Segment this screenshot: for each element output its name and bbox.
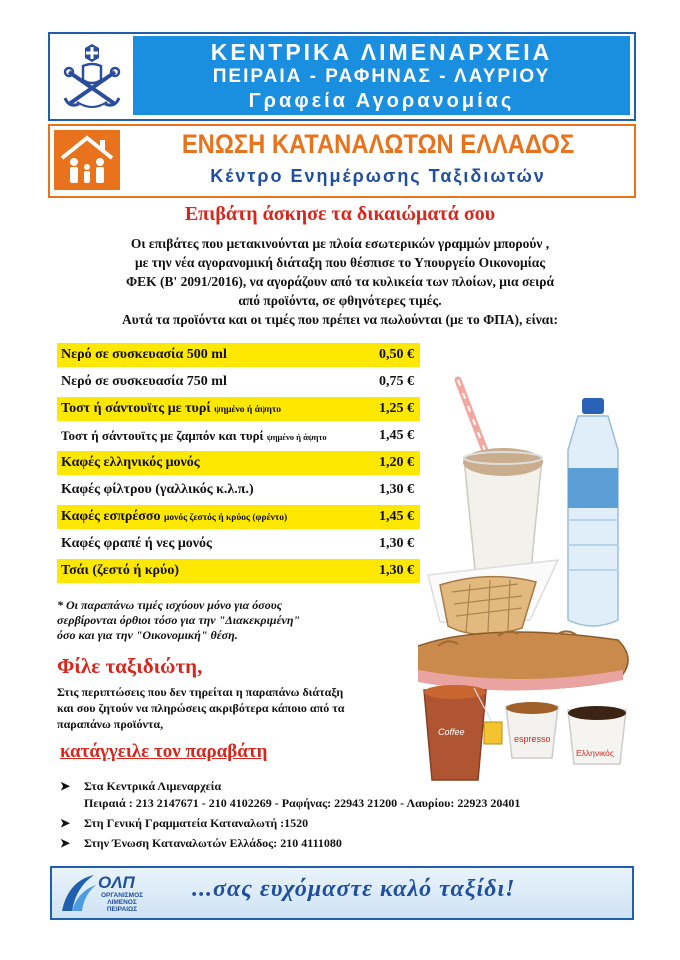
consumer-union-title: ΕΝΩΣΗ ΚΑΤΑΝΑΛΩΤΩΝ ΕΛΛΑΔΟΣ [181,129,575,159]
friend-text-line: παραπάνω προϊόντα, [57,717,164,731]
products-illustration [418,370,658,790]
greek-coffee-cup-icon [568,706,626,764]
water-bottle-icon [568,398,618,626]
price-row [57,370,420,394]
olp-logo-sub: ΟΡΓΑΝΙΣΜΟΣ ΛΙΜΕΝΟΣ ΠΕΙΡΑΙΩΣ [100,892,144,913]
product-price: 1,30 € [379,536,414,551]
coast-guard-emblem-icon [55,38,129,112]
consumer-union-header [48,124,636,198]
footnote-line: σερβίρονται όρθιοι τόσο για την "Διακεκριμένη" [57,613,301,627]
price-row [57,532,420,556]
footer-wish: ...σας ευχόμαστε καλό ταξίδι! [192,876,516,902]
contact-detail: Πειραιά : 213 2147671 - 210 4102269 - Ραφήνας: 22943 21200 - Λαυρίου: 22923 20401 [84,796,521,810]
friend-text [57,684,417,732]
product-price: 1,45 € [379,509,414,524]
friend-text-line: Στις περιπτώσεις που δεν τηρείται η παραπάνω διάταξη [57,685,344,699]
product-name: Καφές φραπέ ή νες μονός [61,536,212,551]
espresso-cup-icon [506,702,558,758]
olp-wave-icon [58,871,98,915]
toast-sandwich-icon [428,560,558,635]
product-note: ψημένο ή άψητο [266,432,327,442]
arrow-icon: ➤ [60,836,71,850]
frappe-cup-icon [463,448,543,580]
product-name: Τοστ ή σάντουϊτς με τυρί ψημένο ή άψητο [61,401,282,416]
price-row [57,559,420,583]
product-price: 1,30 € [379,482,414,497]
intro-line: ΦΕΚ (Β' 2091/2016), να αγοράζουν από τα κυλικεία των πλοίων, μια σειρά [125,274,555,289]
intro-line: με την νέα αγορανομική διάταξη που θέσπισε το Υπουργείο Οικονομίας [134,255,546,270]
footer-banner [50,866,634,920]
product-name: Τσάι (ζεστό ή κρύο) [61,563,179,578]
product-note: ψημένο ή άψητο [214,405,282,415]
contacts-list [60,778,660,852]
price-row [57,343,420,367]
product-price: 1,45 € [379,428,414,443]
contact-label: Στα Κεντρικά Λιμεναρχεία [84,779,222,793]
port-authority-locations: ΠΕΙΡΑΙΑ - ΡΑΦΗΝΑΣ - ΛΑΥΡΙΟΥ [212,66,551,87]
contact-label: Στη Γενική Γραμματεία Καταναλωτή :1520 [84,816,309,830]
product-note: μονός ζεστός ή κρύος (φρέντο) [164,513,288,523]
price-row [57,424,420,448]
espresso-label: espresso [514,734,551,744]
product-name: Καφές ελληνικός μονός [61,455,200,470]
price-footnote [57,598,387,643]
footnote-line: όσο και για την "Οικονομική" θέση. [57,628,238,642]
product-price: 1,20 € [379,455,414,470]
product-price: 0,50 € [379,347,414,362]
price-row [57,397,420,421]
contact-item [60,835,660,852]
contact-item [60,778,660,812]
report-violator: κατάγγειλε τον παραβάτη [60,741,268,762]
arrow-icon: ➤ [60,779,71,793]
friend-title: Φίλε ταξιδιώτη, [57,654,203,678]
intro-line: από προϊόντα, σε φθηνότερες τιμές. [238,293,442,308]
contact-item [60,815,660,832]
arrow-icon: ➤ [60,816,71,830]
port-authority-title: ΚΕΝΤΡΙΚΑ ΛΙΜΕΝΑΡΧΕΙΑ [210,39,553,65]
product-name: Νερό σε συσκευασία 750 ml [61,374,227,389]
footnote-line: * Οι παραπάνω τιμές ισχύουν μόνο για όσους [57,598,282,612]
consumer-union-subtitle: Κέντρο Ενημέρωσης Ταξιδιωτών [210,166,546,186]
friend-text-line: και σου ζητούν να πληρώσεις ακριβότερα κάποιο από τα [57,701,345,715]
port-authority-header [48,32,636,121]
family-house-icon [54,130,120,190]
product-name: Τοστ ή σάντουϊτς με ζαμπόν και τυρί ψημένο ή άψητο [61,428,327,443]
product-name: Καφές φίλτρου (γαλλικός κ.λ.π.) [61,482,254,497]
price-row [57,451,420,475]
coffee-label: Coffee [438,727,465,737]
baguette-sandwich-icon [418,631,628,690]
intro-line: Αυτά τα προϊόντα και οι τιμές που πρέπει να πωλούνται (με το ΦΠΑ), είναι: [121,312,558,327]
product-price: 0,75 € [379,374,414,389]
port-authority-office: Γραφεία Αγορανομίας [248,90,515,112]
product-price: 1,25 € [379,401,414,416]
intro-line: Οι επιβάτες που μετακινούνται με πλοία εσωτερικών γραμμών μπορούν , [130,236,550,251]
notice-intro [30,234,650,329]
price-list [57,343,420,586]
notice-title: Επιβάτη άσκησε τα δικαιώματά σου [184,203,496,225]
greek-coffee-label: Ελληνικός [576,748,615,758]
port-authority-band [133,36,630,115]
price-row [57,478,420,502]
olp-logo [58,871,146,915]
tea-glass-icon [424,685,502,780]
product-name: Καφές εσπρέσσο μονός ζεστός ή κρύος (φρέντο) [61,509,288,524]
product-price: 1,30 € [379,563,414,578]
product-name: Νερό σε συσκευασία 500 ml [61,347,227,362]
contact-label: Στην Ένωση Καταναλωτών Ελλάδος: 210 4111080 [84,836,342,850]
olp-logo-name: ΟΛΠ [98,873,135,892]
price-row [57,505,420,529]
